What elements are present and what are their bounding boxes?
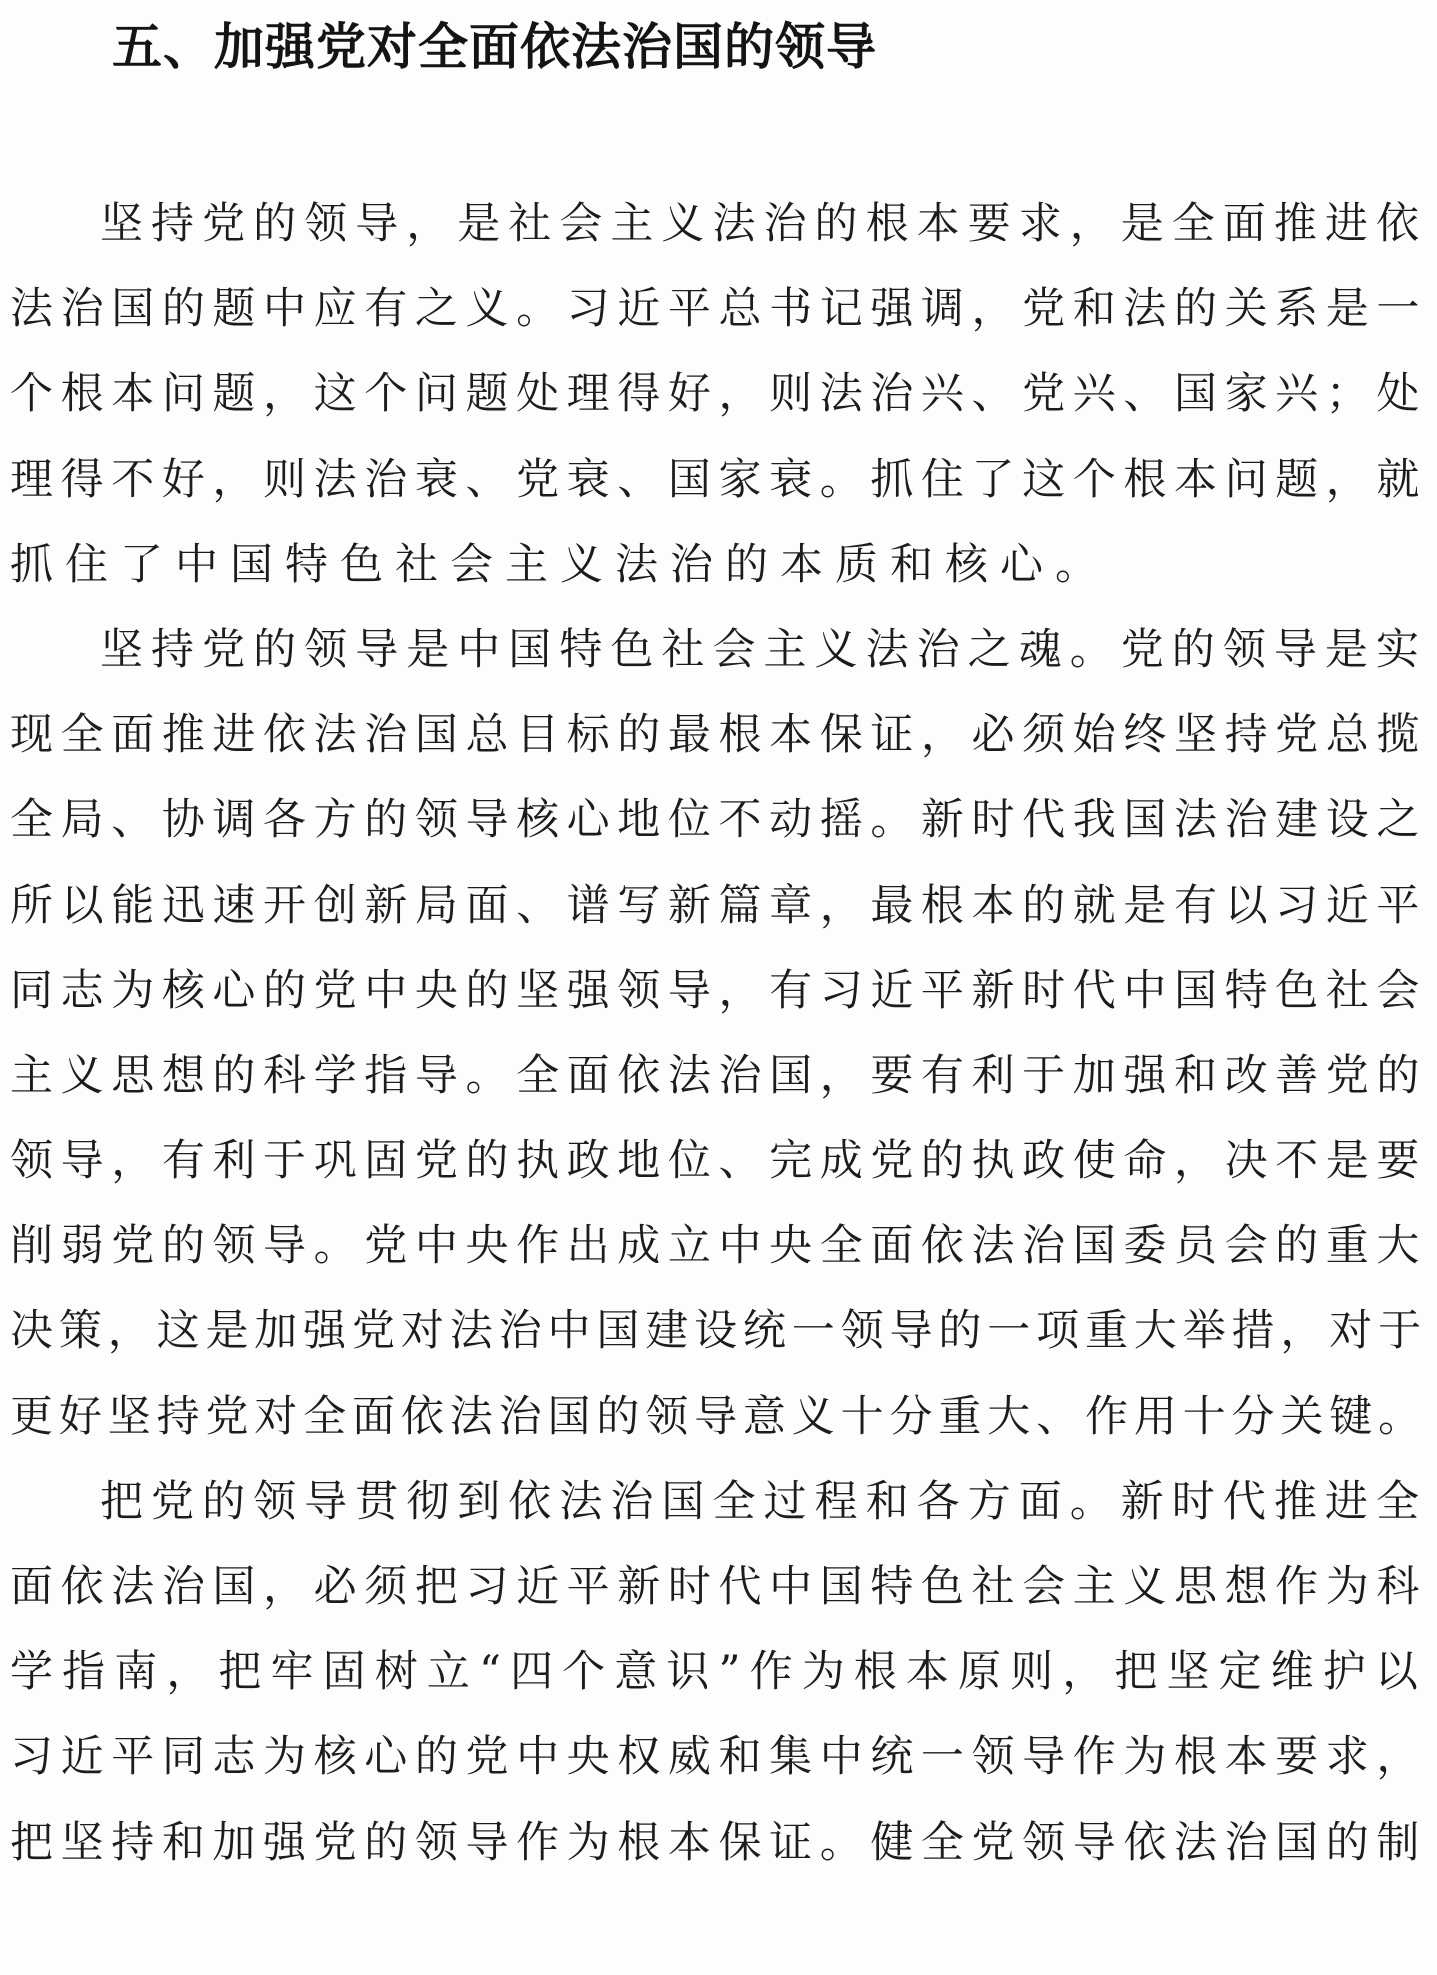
text-line: 把坚持和加强党的领导作为根本保证。健全党领导依法治国的制 [10, 1817, 1427, 1868]
text-line: 现全面推进依法治国总目标的最根本保证，必须始终坚持党总揽 [10, 710, 1427, 761]
text-line: 学指南，把牢固树立“四个意识”作为根本原则，把坚定维护以 [10, 1647, 1427, 1698]
text-line: 习近平同志为核心的党中央权威和集中统一领导作为根本要求， [10, 1732, 1427, 1783]
text-line: 理得不好，则法治衰、党衰、国家衰。抓住了这个根本问题，就 [10, 454, 1427, 505]
text-line: 个根本问题，这个问题处理得好，则法治兴、党兴、国家兴；处 [10, 369, 1427, 420]
text-line: 全局、协调各方的领导核心地位不动摇。新时代我国法治建设之 [10, 795, 1427, 846]
text-line: 主义思想的科学指导。全面依法治国，要有利于加强和改善党的 [10, 1050, 1427, 1101]
text-line: 削弱党的领导。党中央作出成立中央全面依法治国委员会的重大 [10, 1221, 1427, 1272]
text-line: 把党的领导贯彻到依法治国全过程和各方面。新时代推进全 [100, 1476, 1427, 1527]
section-heading: 五、加强党对全面依法治国的领导 [112, 18, 877, 76]
text-line: 抓住了中国特色社会主义法治的本质和核心。 [10, 539, 1110, 590]
text-line: 坚持党的领导，是社会主义法治的根本要求，是全面推进依 [100, 199, 1427, 249]
text-line: 法治国的题中应有之义。习近平总书记强调，党和法的关系是一 [10, 284, 1427, 335]
text-line: 面依法治国，必须把习近平新时代中国特色社会主义思想作为科 [10, 1562, 1427, 1612]
text-line: 领导，有利于巩固党的执政地位、完成党的执政使命，决不是要 [10, 1136, 1427, 1187]
text-line: 所以能迅速开创新局面、谱写新篇章，最根本的就是有以习近平 [10, 880, 1427, 931]
text-line: 坚持党的领导是中国特色社会主义法治之魂。党的领导是实 [100, 624, 1427, 675]
body-text [0, 182, 1437, 1886]
text-line: 更好坚持党对全面依法治国的领导意义十分重大、作用十分关键。 [10, 1391, 1427, 1442]
text-line: 决策，这是加强党对法治中国建设统一领导的一项重大举措，对于 [10, 1306, 1427, 1357]
text-line: 同志为核心的党中央的坚强领导，有习近平新时代中国特色社会 [10, 965, 1427, 1016]
